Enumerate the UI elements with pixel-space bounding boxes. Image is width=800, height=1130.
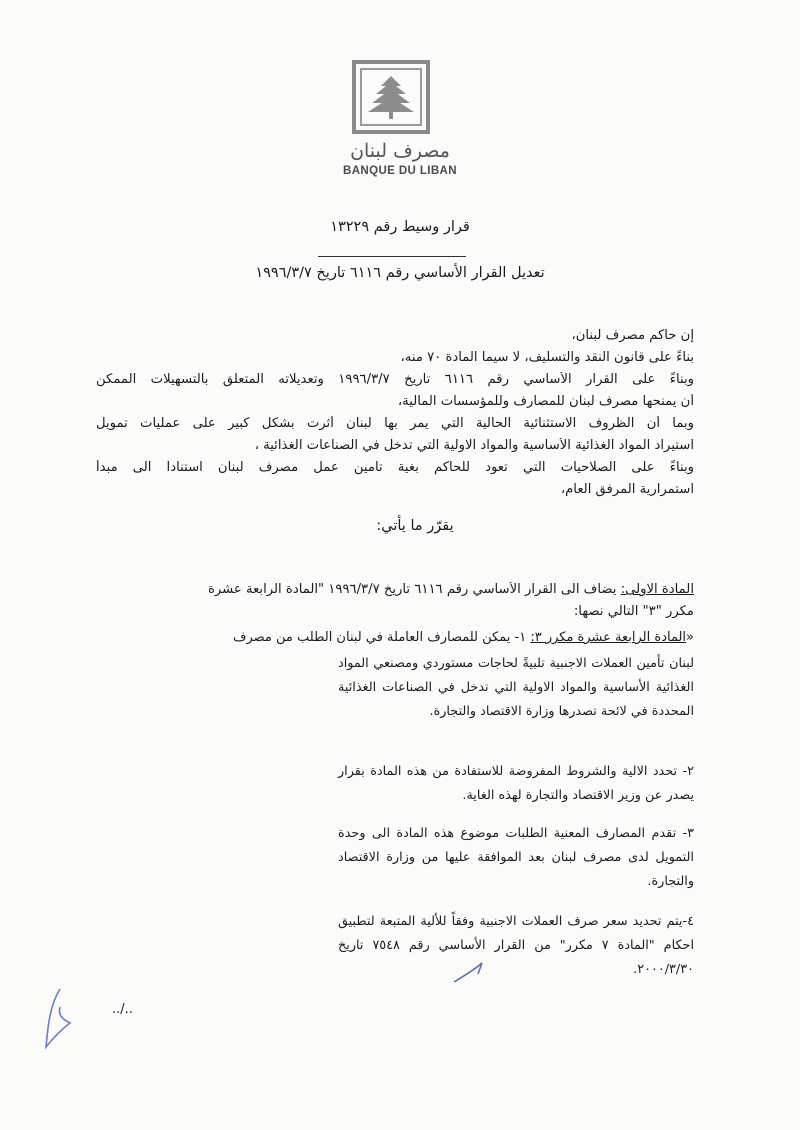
cedar-logo	[352, 60, 430, 134]
continuation-mark: ../..	[112, 1002, 133, 1017]
quote-mark: «	[686, 630, 694, 645]
sub-article-heading	[233, 630, 694, 645]
item-1-body: لبنان تأمين العملات الاجنبية تلبيةً لحاجات مستوردي ومصنعي المواد الغذائية الأساسية والمواد الاولية التي تدخل في الصناعات الغذائية المحددة في لائحة تصدرها وزارة الاقتصاد والتجارة.	[338, 656, 694, 719]
logo-arabic-text: مصرف لبنان	[350, 140, 450, 162]
item-2: ٢- تحدد الالية والشروط المفروضة للاستفادة من هذه المادة بقرار يصدر عن وزير الاقتصاد والتجارة لهذه الغاية.	[338, 764, 694, 803]
preamble-line-3: وبناءً على القرار الأساسي رقم ٦١١٦ تاريخ ١٩٩٦/٣/٧ وتعديلاته المتعلق بالتسهيلات الممكن	[96, 372, 694, 387]
preamble-line-4: أن يمنحها مصرف لبنان للمصارف وللمؤسسات المالية،	[397, 394, 694, 409]
item-4: ٤-يتم تحديد سعر صرف العملات الاجنبية وفقاً للألية المتبعة لتطبيق احكام "المادة ٧ مكرر" من القرار الأساسي رقم ٧٥٤٨ تاريخ ٢٠٠٠/٣/٣٠.	[338, 914, 695, 977]
preamble-line-6: استيراد المواد الغذائية الأساسية والمواد الاولية التي تدخل في الصناعات الغذائية ،	[254, 438, 694, 453]
title-divider	[318, 256, 466, 257]
preamble-line-2: بناءً على قانون النقد والتسليف، لا سيما المادة ٧٠ منه،	[400, 350, 694, 365]
article-1-label: المادة الاولى:	[620, 582, 694, 597]
signature-mark-icon	[40, 985, 80, 1055]
check-mark-icon	[450, 958, 486, 990]
item-1-first-line: يمكن للمصارف العاملة في لبنان الطلب من مصرف	[232, 630, 511, 645]
article-1-text-line-2: مكرر "٣" التالي نصها:	[573, 604, 694, 619]
decision-number: قرار وسيط رقم ١٣٢٢٩	[330, 219, 470, 235]
decision-subject: تعديل القرار الأساسي رقم ٦١١٦ تاريخ ١٩٩٦/٣/٧	[255, 265, 545, 281]
logo-latin-text: BANQUE DU LIBAN	[343, 165, 457, 177]
preamble-line-7: وبناءً على الصلاحيات التي تعود للحاكم بغية تأمين عمل مصرف لبنان استناداً الى مبدأ	[96, 460, 694, 475]
article-1-intro	[96, 582, 694, 597]
item-3: ٣- تقدم المصارف المعنية الطلبات موضوع هذه المادة الى وحدة التمويل لدى مصرف لبنان بعد الموافقة عليها من وزارة الاقتصاد والتجارة.	[338, 826, 694, 889]
decides-heading: يقرّر ما يأتي:	[376, 518, 454, 534]
preamble-line-8: استمرارية المرفق العام،	[560, 482, 694, 497]
preamble-line-1: إن حاكم مصرف لبنان،	[571, 328, 694, 343]
sub-article-label: المادة الرابعة عشرة مكرر ٣:	[530, 630, 687, 645]
preamble-line-5: وبما أن الظروف الاستثنائية الحالية التي يمر بها لبنان أثرت بشكل كبير على عمليات تمويل	[96, 416, 694, 431]
item-1-number: ١-	[514, 630, 527, 645]
article-1-text-line-1: يضاف الى القرار الأساسي رقم ٦١١٦ تاريخ ١٩٩٦/٣/٧ "المادة الرابعة عشرة	[207, 582, 617, 597]
